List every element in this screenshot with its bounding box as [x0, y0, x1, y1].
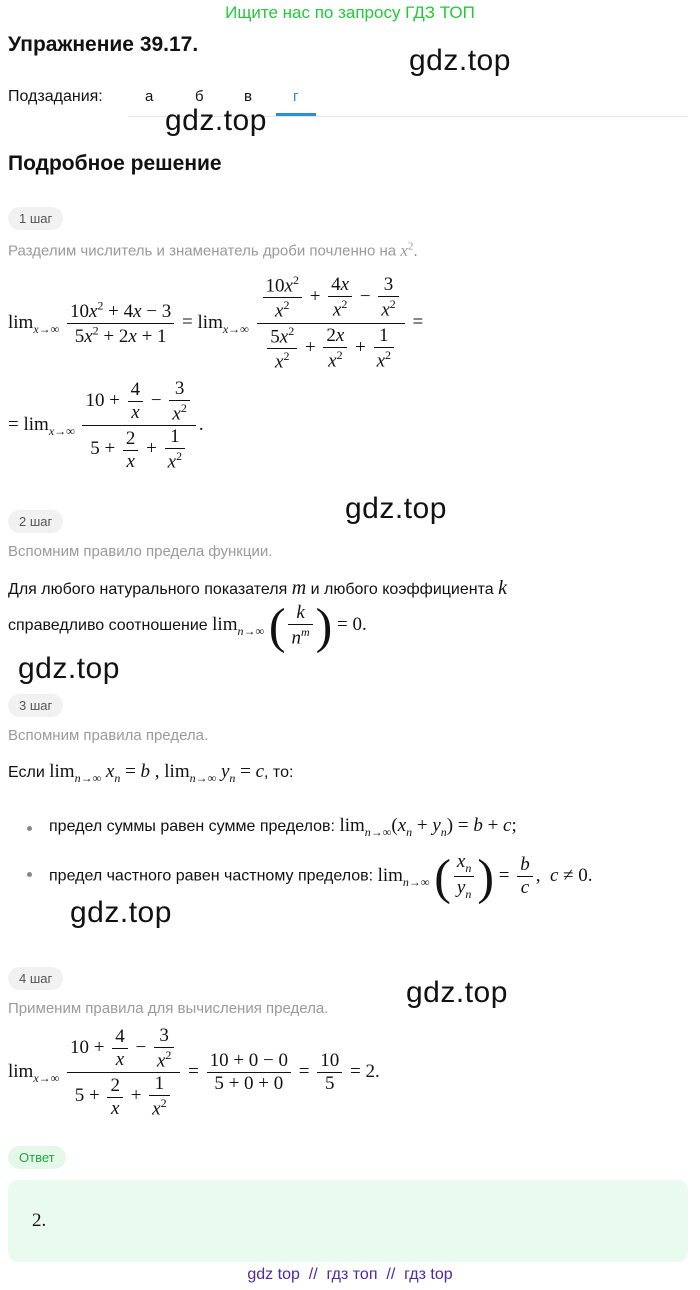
answer-box	[8, 1180, 688, 1262]
variable-m: m	[291, 577, 307, 599]
step-2-line-2-text: справедливо соотношение	[8, 617, 208, 635]
step-2-note: Вспомним правило предела функции.	[8, 543, 273, 560]
subtasks-label: Подзадания:	[8, 88, 103, 105]
step-4-formula: $\lim_{x\to\infty}$ 10 + $\frac{4}{x}$ − $\frac{3}{x^2}$ 5 + $\frac{2}{x}$ + $\frac{1}{x^2}$ = $\frac{10 + 0 - 0}{5 + 0 + 0}$ = $\frac{10}{5}$ = 2.	[8, 1025, 380, 1120]
step-2-line-1-text: Для любого натурального показателя	[8, 581, 288, 598]
active-tab-indicator	[276, 113, 316, 116]
step-3-intro	[8, 761, 293, 786]
answer-value: 2.	[32, 1210, 47, 1231]
footer-links[interactable]: gdz top // гдз топ // гдз top	[247, 1266, 453, 1283]
variable-k: k	[498, 577, 507, 599]
step-3-bullet-1	[49, 815, 517, 840]
step-2-line-1	[8, 577, 507, 600]
watermark: gdz.top	[70, 896, 172, 929]
step-1-note	[8, 240, 418, 261]
step-3-bullet-2-formula: $\lim_{n\to\infty}$ ( $\frac{x_n}{y_n}$ ) = $\frac{b}{c}$ , c ≠ 0.	[377, 848, 593, 905]
tab-b[interactable]: б	[195, 88, 204, 105]
tab-v[interactable]: в	[244, 88, 252, 105]
tab-g[interactable]: г	[293, 88, 299, 105]
step-4-chip: 4 шаг	[8, 967, 63, 990]
step-2-formula: $\lim_{n\to\infty}$ ( $\frac{k}{n^m}$ ) = 0.	[212, 598, 367, 654]
step-1-note-text: Разделим числитель и знаменатель дроби почленно на	[8, 242, 397, 260]
step-2-chip: 2 шаг	[8, 510, 63, 533]
step-1-formula-2: = $\lim_{x\to\infty}$ 10 + $\frac{4}{x}$ − $\frac{3}{x^2}$ 5 + $\frac{2}{x}$ + $\frac{1}{x^2}$ .	[8, 378, 204, 473]
bullet-dot	[27, 872, 32, 877]
bullet-dot	[27, 826, 32, 831]
step-1-formula-1: $\lim_{x\to\infty}$ $\frac{10x^2 + 4x - 3}{5x^2 + 2x + 1}$ = $\lim_{x\to\infty}$ $\frac{10x^2}{x^2}$ + $\frac{4x}{x^2}$ − $\frac{3}{x^2}$ $\frac{5x^2}{x^2}$ + $\frac{2x}{x^2}$ + $\frac{1}{x^2}$ =	[8, 273, 424, 373]
step-3-bullet-1-formula: $\lim_{n\to\infty}(x_n + y_n) = b + c$;	[339, 815, 517, 839]
watermark: gdz.top	[406, 976, 508, 1009]
page-title: Упражнение 39.17.	[8, 33, 199, 56]
step-1-chip: 1 шаг	[8, 207, 63, 230]
promo-banner[interactable]: Ищите нас по запросу ГДЗ ТОП	[225, 3, 475, 22]
step-3-bullet-2-text: предел частного равен частному пределов:	[49, 867, 374, 885]
step-3-intro-formula: $\lim_{n\to\infty} x_n = b$ , $\lim_{n\to\infty} y_n = c$	[49, 761, 265, 785]
step-3-intro-prefix: Если	[8, 764, 45, 781]
step-1-note-formula: $x^2$.	[400, 240, 418, 260]
step-2-line-2	[8, 598, 367, 654]
tab-a[interactable]: а	[145, 88, 154, 105]
watermark: gdz.top	[345, 492, 447, 525]
step-3-bullet-1-text: предел суммы равен сумме пределов:	[49, 818, 335, 835]
step-2-line-1-and: и любого коэффициента	[310, 581, 494, 598]
step-3-bullet-2	[49, 848, 593, 905]
step-3-note: Вспомним правила предела.	[8, 727, 209, 744]
watermark: gdz.top	[409, 44, 511, 77]
watermark: gdz.top	[18, 652, 120, 685]
watermark: gdz.top	[165, 104, 267, 137]
step-3-intro-suffix: , то:	[264, 764, 294, 781]
solution-heading: Подробное решение	[8, 152, 222, 175]
answer-chip: Ответ	[8, 1146, 66, 1169]
step-4-note: Применим правила для вычисления предела.	[8, 1000, 329, 1017]
step-3-chip: 3 шаг	[8, 694, 63, 717]
